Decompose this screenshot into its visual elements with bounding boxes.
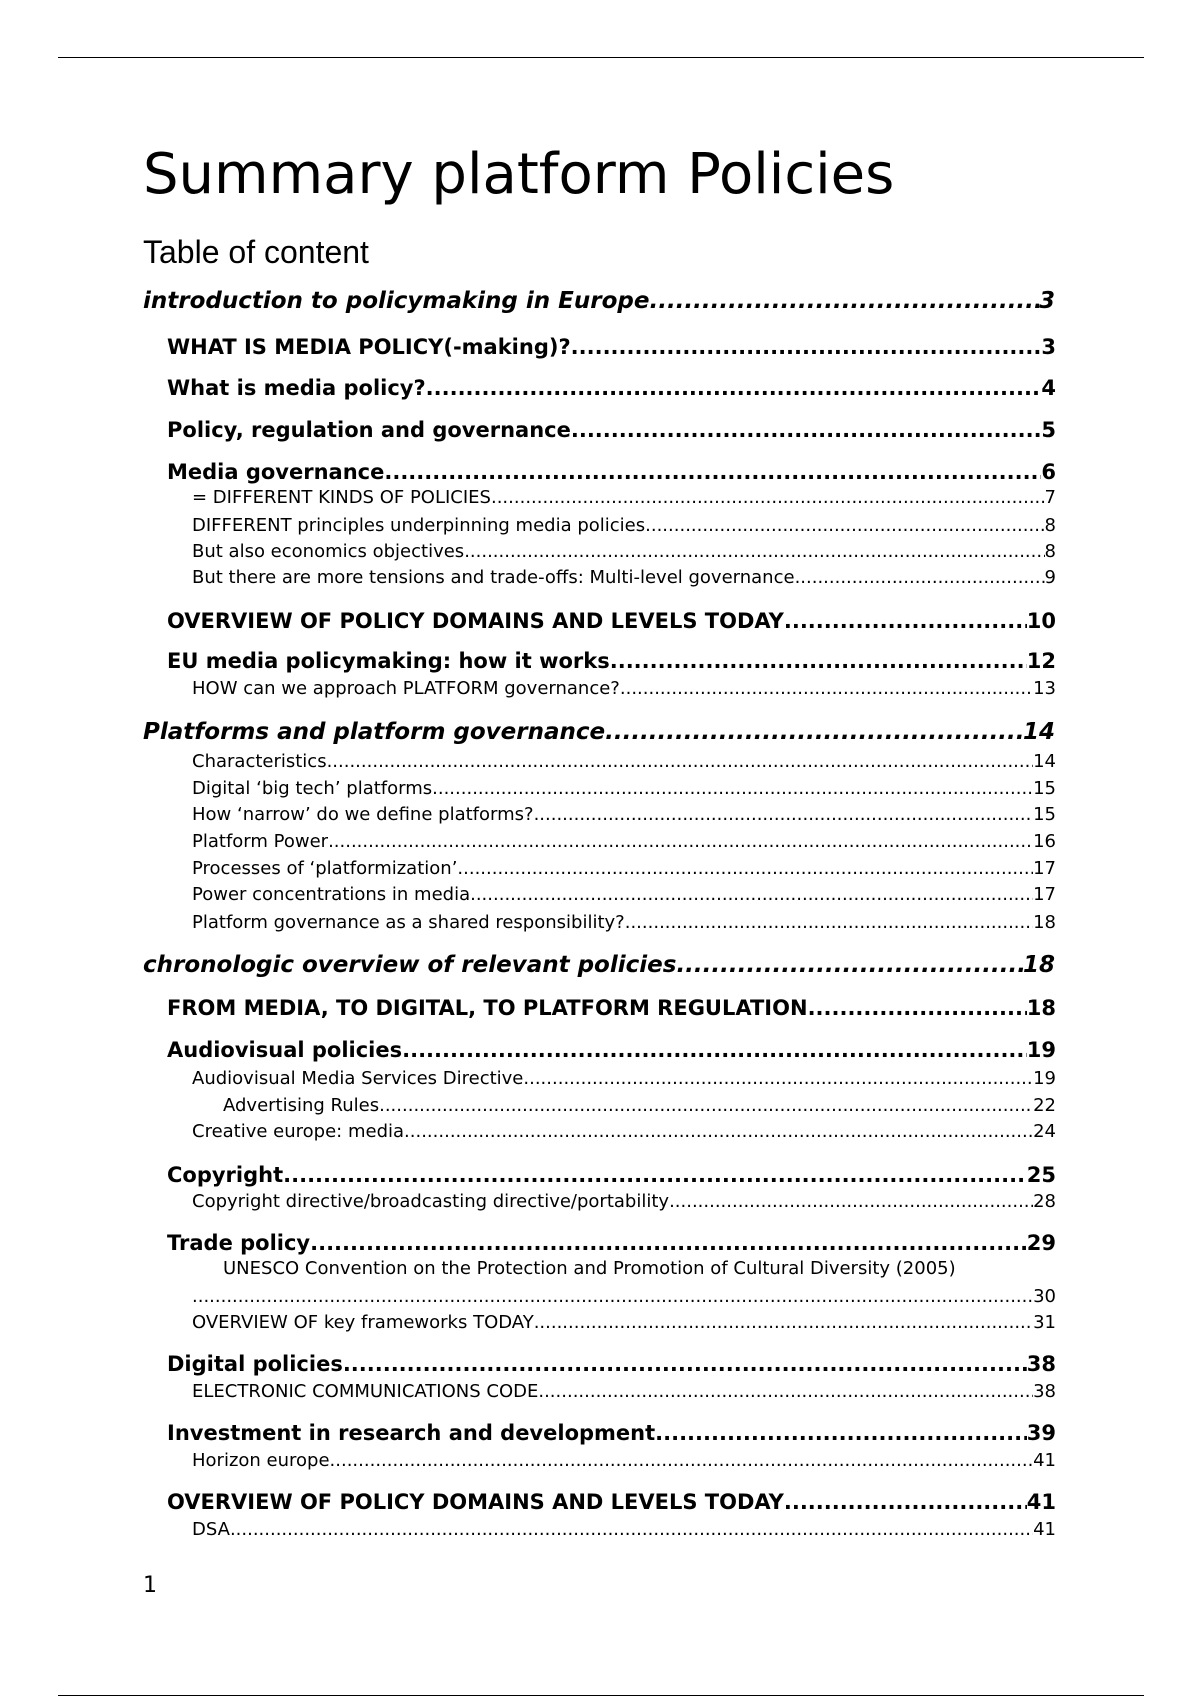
- toc-entry-level3[interactable]: ELECTRONIC COMMUNICATIONS CODE ..... 38: [192, 1379, 1056, 1405]
- toc-entry-level2[interactable]: What is media policy? ..... 4: [167, 373, 1056, 403]
- toc-entry-level3[interactable]: DIFFERENT principles underpinning media policies ..... 8: [192, 513, 1056, 539]
- toc-entry-continuation[interactable]: ..... 30: [192, 1284, 1056, 1310]
- toc-entry-level2[interactable]: Media governance ..... 6: [167, 457, 1056, 487]
- toc-entry-level1[interactable]: chronologic overview of relevant policies ..... 18: [143, 949, 1055, 981]
- toc-entry-level3[interactable]: Characteristics ..... 14: [192, 749, 1056, 775]
- toc-entry-level2[interactable]: Digital policies ..... 38: [167, 1349, 1056, 1379]
- toc-heading: Table of content: [143, 234, 369, 270]
- toc-entry-level1[interactable]: Platforms and platform governance ..... 14: [143, 716, 1055, 748]
- toc-entry-level2[interactable]: WHAT IS MEDIA POLICY(-making)? ..... 3: [167, 332, 1056, 362]
- page-number: 1: [143, 1573, 157, 1598]
- toc-entry-level4-wrapped[interactable]: UNESCO Convention on the Protection and Promotion of Cultural Diversity (2005): [223, 1258, 956, 1279]
- toc-entry-level3[interactable]: Copyright directive/broadcasting directive/portability ..... 28: [192, 1189, 1056, 1215]
- toc-entry-level2[interactable]: EU media policymaking: how it works ..... 12: [167, 646, 1056, 676]
- toc-entry-level2[interactable]: FROM MEDIA, TO DIGITAL, TO PLATFORM REGULATION ..... 18: [167, 993, 1056, 1023]
- toc-entry-level2[interactable]: Audiovisual policies ..... 19: [167, 1035, 1056, 1065]
- toc-entry-level3[interactable]: Digital ‘big tech’ platforms ..... 15: [192, 776, 1056, 802]
- toc-entry-level3[interactable]: But also economics objectives ..... 8: [192, 539, 1056, 565]
- toc-entry-level3[interactable]: Audiovisual Media Services Directive ..... 19: [192, 1066, 1056, 1092]
- toc-entry-level2[interactable]: OVERVIEW OF POLICY DOMAINS AND LEVELS TODAY ..... 41: [167, 1487, 1056, 1517]
- toc-entry-level2[interactable]: Copyright ..... 25: [167, 1160, 1056, 1190]
- toc-entry-level2[interactable]: Policy, regulation and governance ..... 5: [167, 415, 1056, 445]
- toc-entry-level2[interactable]: Trade policy ..... 29: [167, 1228, 1056, 1258]
- toc-entry-level3[interactable]: HOW can we approach PLATFORM governance? ..... 13: [192, 676, 1056, 702]
- toc-entry-level3[interactable]: = DIFFERENT KINDS OF POLICIES ..... 7: [192, 485, 1056, 511]
- toc-entry-level3[interactable]: Power concentrations in media ..... 17: [192, 882, 1056, 908]
- toc-entry-level3[interactable]: Platform Power ..... 16: [192, 829, 1056, 855]
- toc-entry-level2[interactable]: OVERVIEW OF POLICY DOMAINS AND LEVELS TODAY ..... 10: [167, 606, 1056, 636]
- toc-entry-level1[interactable]: introduction to policymaking in Europe ..... 3: [143, 285, 1055, 317]
- toc-entry-level3[interactable]: How ‘narrow’ do we define platforms? ..... 15: [192, 802, 1056, 828]
- toc-entry-level3[interactable]: Creative europe: media ..... 24: [192, 1119, 1056, 1145]
- toc-entry-level3[interactable]: But there are more tensions and trade-offs: Multi-level governance ..... 9: [192, 565, 1056, 591]
- toc-entry-level3[interactable]: Platform governance as a shared responsibility? ..... 18: [192, 910, 1056, 936]
- footer-rule: [58, 1695, 1144, 1696]
- toc-entry-level3[interactable]: Processes of ‘platformization’ ..... 17: [192, 856, 1056, 882]
- header-rule: [58, 57, 1144, 58]
- document-title: Summary platform Policies: [143, 142, 895, 207]
- toc-entry-level2[interactable]: Investment in research and development ..... 39: [167, 1418, 1056, 1448]
- toc-entry-level4[interactable]: Advertising Rules ..... 22: [223, 1093, 1056, 1119]
- toc-entry-level3[interactable]: DSA ..... 41: [192, 1517, 1056, 1543]
- toc-entry-level3[interactable]: Horizon europe ..... 41: [192, 1448, 1056, 1474]
- toc-entry-level3[interactable]: OVERVIEW OF key frameworks TODAY ..... 31: [192, 1310, 1056, 1336]
